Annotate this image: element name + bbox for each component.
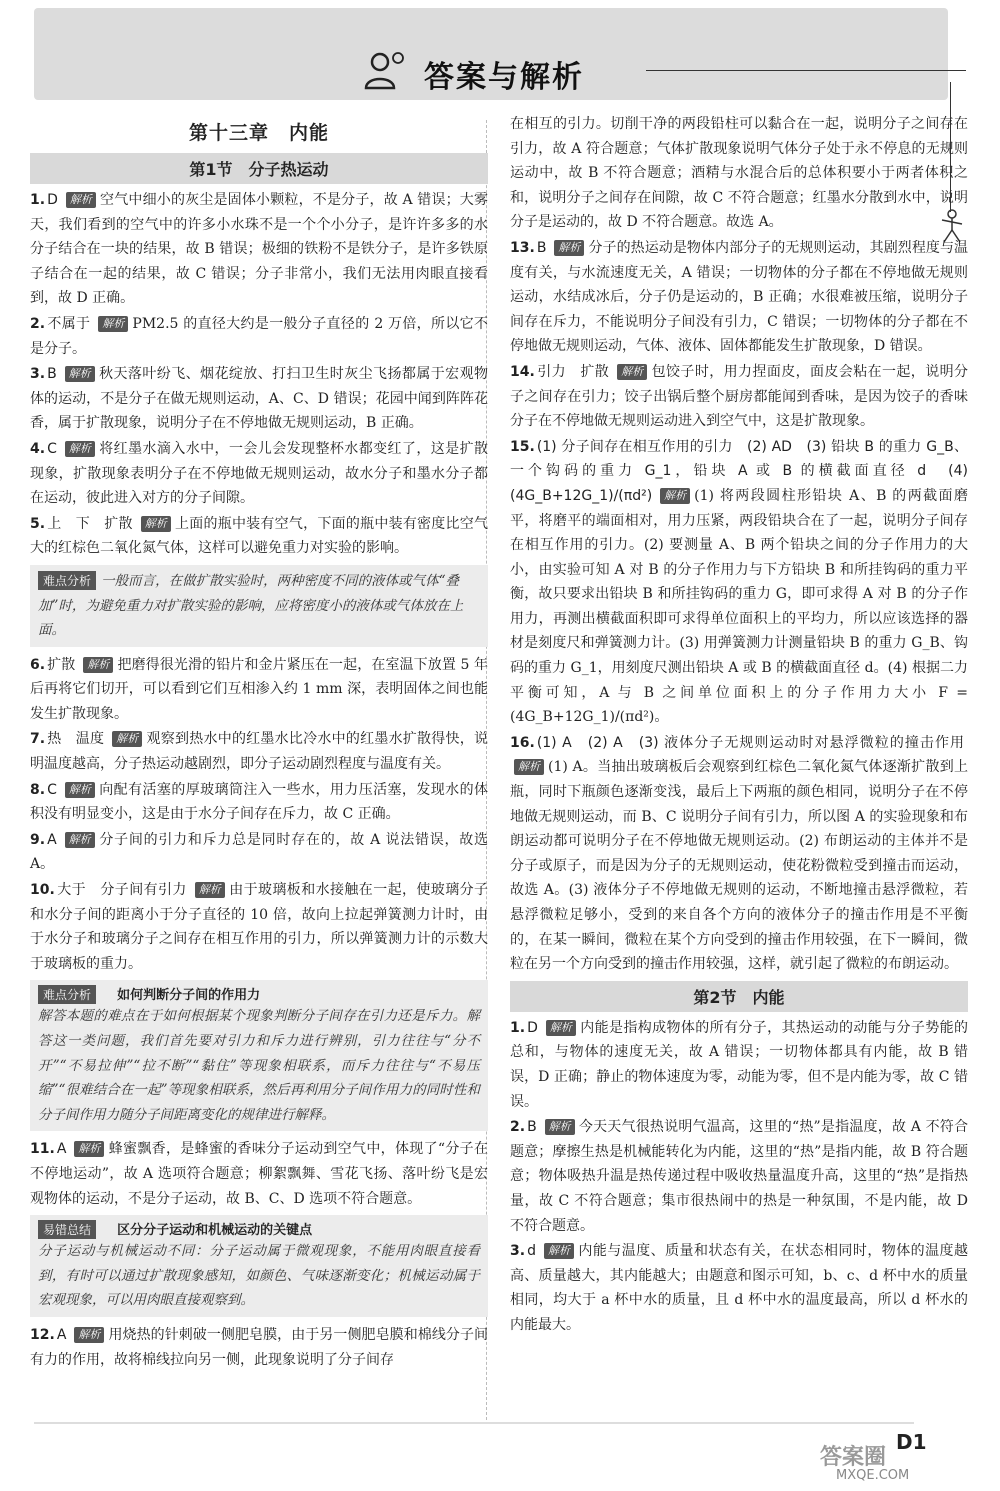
analysis-text: 将红墨水滴入水中，一会儿会发现整杯水都变红了，这是扩散现象，扩散现象表明分子在不停地做无规则运动，故水分子和墨水分子都在运动，彼此进入对方的分子间隙。 (30, 440, 488, 507)
analysis-tag: 解析 (74, 1327, 104, 1343)
answer-key: 热 温度 (47, 731, 105, 748)
note-title: 如何判断分子间的作用力 (117, 988, 261, 1004)
analysis-text: 秋天落叶纷飞、烟花绽放、打扫卫生时灰尘飞扬都属于宏观物体的运动，不是分子在做无规则运动，A、C、D 错误；花园中闻到阵阵花香，属于扩散现象，说明分子在不停地做无规则运动，B 正确。 (30, 366, 488, 432)
analysis-text: 包饺子时，用力捏面皮，面皮会粘在一起，说明分子之间存在引力；饺子出锅后整个厨房都能闻到香味，是因为饺子的香味分子在不停地做无规则运动进入到空气中，这是扩散现象。 (510, 363, 969, 430)
answer-item (510, 1115, 968, 1238)
answer-key: A (56, 1141, 67, 1158)
analysis-tag: 解析 (112, 731, 142, 747)
analysis-tag: 解析 (65, 441, 95, 457)
analysis-tag: 解析 (141, 516, 171, 532)
answer-key: D (47, 192, 58, 208)
analysis-text: PM2.5 的直径大约是一般分子直径的 2 万倍，所以它不是分子。 (30, 315, 489, 357)
answer-item (30, 878, 488, 976)
page-number: D1 (896, 1430, 927, 1454)
answer-item (30, 653, 488, 727)
analysis-text: 今天天气很热说明气温高，这里的“热”是指温度，故 A 不符合题意；摩擦生热是机械能转化为内能，这里的“热”是指内能，故 B 符合题意；物体吸热升温是热传递过程中吸收热量温度升高，这里的“热”是指热量，故 C 不符合题意；集市很热闹中的热是一种氛围，不是内能，故 D 不符合题意。 (510, 1119, 968, 1234)
right-column (510, 112, 968, 1339)
answer-item (510, 1239, 968, 1337)
banner-rule (646, 70, 966, 71)
answer-item (30, 778, 488, 827)
analysis-text: 用烧热的针刺破一侧肥皂膜，由于另一侧肥皂膜和棉线分子间有力的作用，故将棉线拉向另一侧，此现象说明了分子间存 (30, 1326, 488, 1368)
answer-key: A (56, 1326, 67, 1343)
analysis-tag: 解析 (195, 882, 225, 898)
analysis-text: 上面的瓶中装有空气，下面的瓶中装有密度比空气大的红棕色二氧化氮气体，这样可以避免重力对实验的影响。 (30, 515, 489, 557)
note-title: 区分分子运动和机械运动的关键点 (117, 1223, 313, 1239)
analysis-text: 分子间的引力和斥力总是同时存在的，故 A 说法错误，故选 A。 (30, 831, 488, 873)
difficulty-tag: 难点分析 (38, 985, 96, 1004)
answer-key: (1) 分子间存在相互作用的引力 (2) AD (3) 铅块 B 的重力 G_B、一个钩码的重力 G_1，铅块 A 或 B 的横截面直径 d (4) (4G_B+12G_1)/(πd²) (510, 438, 968, 504)
left-column (30, 112, 488, 1373)
answer-key: B (536, 239, 547, 256)
note-text: 解答本题的难点在于如何根据某个现象判断分子间存在引力还是斥力。解答这一类问题，我们首先要对引力和斥力进行辨别，引力往往与“分不开”“不易拉伸”“拉不断”“黏住”等现象相联系，而斥力往往与“不易压缩”“很难结合在一起”等现象相联系，然后再利用分子间作用力的同时性和分子间作用力随分子间距离变化的规律进行解释。 (38, 1008, 480, 1123)
question-number: 3. (510, 1243, 526, 1260)
analysis-tag: 解析 (65, 782, 95, 798)
note-text: 分子运动与机械运动不同：分子运动属于微观现象，不能用肉眼直接看到，有时可以通过扩散现象感知，如颜色、气味逐渐变化；机械运动属于宏观现象，可以用肉眼直接观察到。 (38, 1243, 480, 1309)
answer-item (510, 236, 968, 359)
question-number: 3. (30, 366, 46, 383)
analysis-tag: 解析 (544, 1243, 574, 1259)
question-number: 10. (30, 882, 55, 899)
answer-key: 引力 扩散 (536, 363, 610, 380)
question-number: 1. (30, 192, 46, 208)
answer-item (30, 1323, 488, 1372)
answer-key: D (527, 1019, 538, 1036)
difficulty-note (30, 980, 488, 1131)
question-number: 2. (510, 1119, 526, 1136)
question-number: 15. (510, 438, 535, 455)
question-number: 11. (30, 1141, 55, 1158)
answer-key: 扩散 (47, 656, 76, 673)
answer-item (30, 828, 488, 877)
question-number: 14. (510, 363, 535, 380)
question-number: 13. (510, 239, 535, 256)
analysis-text: 蜂蜜飘香，是蜂蜜的香味分子运动到空气中，体现了“分子在不停地运动”，故 A 选项符合题意；柳絮飘舞、雪花飞扬、落叶纷飞是宏观物体的运动，不是分子运动，故 B、C、D 选项不符合题意。 (30, 1141, 488, 1207)
question-number: 16. (510, 734, 535, 751)
header-banner (34, 8, 948, 100)
question-number: 12. (30, 1326, 55, 1343)
analysis-text: 向配有活塞的厚玻璃筒注入一些水，用力压活塞，发现水的体积没有明显变小，这是由于水分子间存在斥力，故 C 正确。 (30, 781, 488, 823)
note-text: 一般而言，在做扩散实验时，两种密度不同的液体或气体“叠加”时，为避免重力对扩散实验的影响，应将密度小的液体或气体放在上面。 (38, 572, 464, 639)
analysis-tag: 解析 (65, 366, 95, 382)
analysis-text: 空气中细小的灰尘是固体小颗粒，不是分子，故 A 错误；大雾天，我们看到的空气中的许多小水珠不是一个个小分子，是许许多多的水分子结合在一块的结果，故 B 错误；极细的铁粉不是铁分子，是许多铁原子结合在一起的结果，故 C 错误；分子非常小，我们无法用肉眼直接看到，故 D 正确。 (30, 192, 488, 307)
answer-key: (1) A (2) A (3) 液体分子无规则运动时对悬浮微粒的撞击作用 (536, 734, 964, 751)
analysis-text: 观察到热水中的红墨水比冷水中的红墨水扩散得快，说明温度越高，分子热运动越剧烈，即分子运动剧烈程度与温度有关。 (30, 731, 489, 773)
analysis-tag: 解析 (66, 192, 96, 208)
question-number: 4. (30, 440, 46, 457)
answer-item (30, 437, 488, 511)
answer-key: C (47, 781, 57, 798)
answer-item (510, 435, 968, 730)
analysis-text: (1) 将两段圆柱形铅块 A、B 的两截面磨平，将磨平的端面相对，用力压紧，两段铅块合在了一起，说明分子间存在相互作用的引力。(2) 要测量 A、B 两个铅块之间的分子作用力的大小，由实验可知 A 对 B 的分子作用力与下方铅块 B 和所挂钩码的重力平衡，故只要求出铅块 B 和所挂钩码的重力 G，即可求得 A 对 B 的分子作用力，再测出横截面积即可求得单位面积上的平均力，所以应该选择的器材是刻度尺和弹簧测力计。(3) 用弹簧测力计测量铅块 B 的重力 G_B、钩码的重力 G_1，用刻度尺测出铅块 A 或 B 的横截面直径 d。(4) 根据二力平衡可知，A 与 B 之间单位面积上的分子作用力大小 F = (4G_B+12G_1)/(πd²)。 (510, 487, 968, 726)
analysis-text: 内能与温度、质量和状态有关，在状态相同时，物体的温度越高、质量越大，其内能越大；由题意和图示可知，b、c、d 杯中水的质量相同，均大于 a 杯中水的质量，且 d 杯中水的温度最高，所以 d 杯水的内能最大。 (510, 1243, 968, 1333)
answer-key: A (47, 831, 57, 848)
answer-item (30, 727, 488, 776)
analysis-text: (1) A。当抽出玻璃板后会观察到红棕色二氧化氮气体逐渐扩散到上瓶，同时下瓶颜色逐渐变浅，最后上下两瓶的颜色相同，说明分子在不停地做无规则运动，而 B、C 说明分子间有引力，所以图 A 的实验现象和布朗运动都可说明分子在不停地做无规则运动。(2) 布朗运动的主体并不是分子或原子，而是因为分子的无规则运动，使花粉微粒受到撞击而运动，故选 A。(3) 液体分子不停地做无规则的运动，不断地撞击悬浮微粒，若悬浮微粒足够小，受到的来自各个方向的液体分子的撞击作用是不平衡的，在某一瞬间，微粒在某个方向受到的撞击作用较强，在下一瞬间，微粒在另一个方向受到的撞击作用较强，这样，就引起了微粒的布朗运动。 (510, 759, 968, 973)
analysis-tag: 解析 (546, 1020, 576, 1036)
answer-key: B (527, 1119, 537, 1136)
section-title: 第1节 分子热运动 (30, 153, 488, 184)
analysis-tag: 解析 (514, 759, 544, 775)
watermark-logo: 答案圈 (820, 1445, 887, 1470)
answer-item (30, 1137, 488, 1211)
thinking-person-icon (364, 48, 408, 92)
answer-item (510, 1016, 968, 1114)
answer-item (30, 362, 488, 436)
answer-item (510, 731, 968, 977)
answer-key: 大于 分子间有引力 (56, 882, 187, 899)
analysis-tag: 解析 (65, 832, 95, 848)
analysis-tag: 解析 (74, 1141, 104, 1157)
answer-key: B (47, 366, 57, 383)
question-number: 1. (510, 1019, 526, 1036)
question-number: 9. (30, 831, 46, 848)
analysis-tag: 解析 (660, 488, 690, 504)
mistake-summary (30, 1215, 488, 1317)
footer-rule (34, 1422, 914, 1424)
analysis-tag: 解析 (617, 364, 647, 380)
question-number: 8. (30, 781, 46, 798)
answer-key: C (47, 440, 57, 457)
answer-continuation: 在相互的引力。切削干净的两段铅柱可以黏合在一起，说明分子之间存在引力，故 A 符合题意；气体扩散现象说明气体分子处于永不停息的无规则运动中，故 B 不符合题意；酒精与水混合后的总体积要小于两者体积之和，说明分子之间存在间隙，故 C 不符合题意；红墨水分散到水中，说明分子是运动的，故 D 不符合题意。故选 A。 (510, 116, 968, 231)
answer-key: d (527, 1243, 536, 1260)
analysis-tag: 解析 (83, 657, 113, 673)
chapter-title: 第十三章 内能 (188, 122, 329, 144)
answer-item (30, 512, 488, 561)
mistake-tag: 易错总结 (38, 1220, 96, 1239)
analysis-text: 把磨得很光滑的铅片和金片紧压在一起，在室温下放置 5 年后再将它们切开，可以看到它们互相渗入约 1 mm 深，表明固体之间也能发生扩散现象。 (30, 656, 488, 722)
answer-key: 不属于 (47, 315, 91, 332)
question-number: 6. (30, 656, 46, 673)
question-number: 5. (30, 515, 46, 532)
difficulty-note (30, 565, 488, 647)
answer-item (510, 360, 968, 434)
page-title: 答案与解析 (424, 60, 584, 95)
watermark-url: MXQE.COM (836, 1468, 910, 1483)
analysis-text: 由于玻璃板和水接触在一起，使玻璃分子和水分子间的距离小于分子直径的 10 倍，故向上拉起弹簧测力计时，由于水分子和玻璃分子之间存在相互作用的引力，所以弹簧测力计的示数大于玻璃板的重力。 (30, 882, 489, 972)
analysis-text: 分子的热运动是物体内部分子的无规则运动，其剧烈程度与温度有关，与水流速度无关，A 错误；一切物体的分子都在不停地做无规则运动，水结成冰后，分子仍是运动的，B 正确；水很难被压缩，说明分子间存在斥力，不能说明分子间没有引力，C 错误；一切物体的分子都在不停地做无规则运动，气体、液体、固体都能发生扩散现象，D 错误。 (510, 239, 968, 355)
analysis-tag: 解析 (545, 1119, 575, 1135)
analysis-text: 内能是指构成物体的所有分子，其热运动的动能与分子势能的总和，与物体的速度无关，故 A 错误；一切物体都具有内能，故 B 错误，D 正确；静止的物体速度为零，动能为零，但不是内能为零，故 C 错误。 (510, 1019, 968, 1110)
answer-item (30, 188, 488, 311)
question-number: 2. (30, 315, 46, 332)
difficulty-tag: 难点分析 (38, 571, 96, 590)
answer-item (30, 312, 488, 361)
analysis-tag: 解析 (554, 240, 584, 256)
answer-key: 上 下 扩散 (47, 515, 133, 532)
question-number: 7. (30, 731, 46, 748)
analysis-tag: 解析 (98, 316, 128, 332)
section-title: 第2节 内能 (510, 981, 968, 1012)
